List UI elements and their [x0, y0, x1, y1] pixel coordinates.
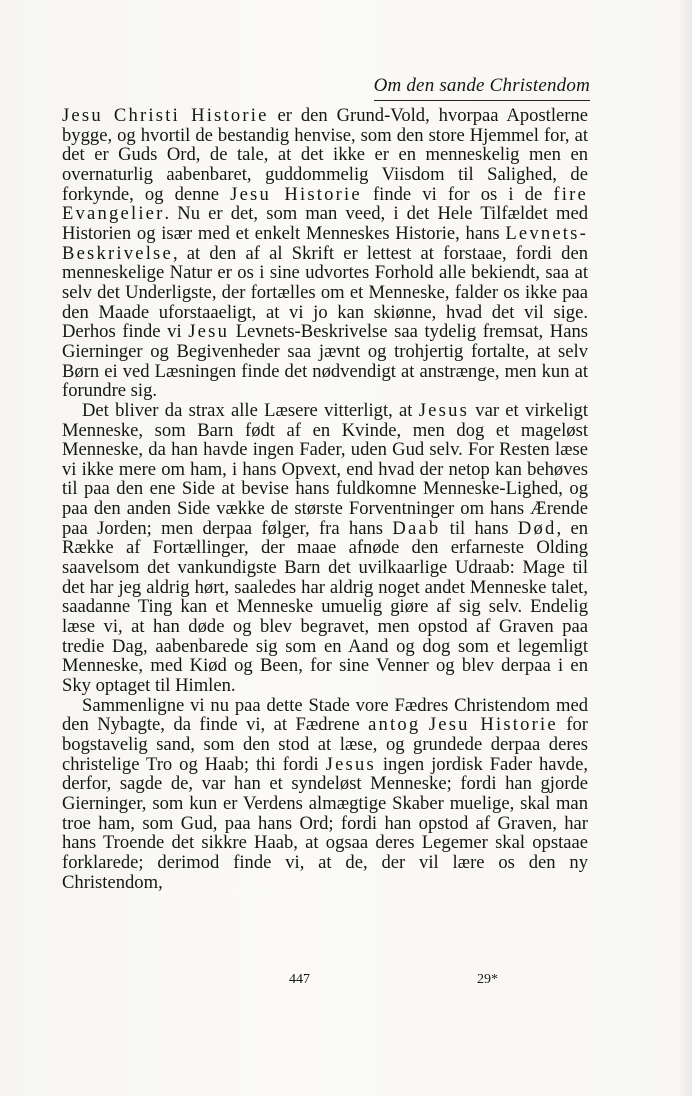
text-run: ingen jordisk Fader havde, derfor, sagde de, var han et syndeløst Menneske; fordi han gjorde Gierninger, som kun er Verdens almægtige Skaber muelige, skal man troe ham, som Gud, paa hans Ord; fordi han opstod af Graven, har hans Troende det sikkre Haab, at ogsaa deres Legemer skal opstaae forklarede; derimod finde vi, at de, der vil lære os den ny Christendom,: [62, 753, 589, 893]
emphasis-spaced: Jesus: [325, 753, 376, 775]
emphasis-spaced: Levnets-Beskrivelse: [62, 222, 588, 264]
signature-mark: 29*: [477, 972, 498, 987]
page-edge-shadow: [678, 0, 692, 1096]
text-run: , en Række af Fortællinger, der maae afnøde den erfarneste Olding saavelsom det vankundigste Barn det uvilkaarlige Udraab: Mage til det har jeg aldrig hørt, saaledes har aldrig noget andet Menneske talet, saadanne Ting kan et Menneske umuelig giøre af sig selv. Endelig læse vi, at han døde og blev begravet, men opstod af Graven paa tredie Dag, aabenbarede sig som en Aand og dog som et legemligt Menneske, med Kiød og Been, for sine Venner og blev derpaa i en Sky optaget til Himlen.: [62, 517, 589, 697]
body-text: [62, 106, 588, 892]
text-run: er den Grund-Vold, hvorpaa Apostlerne bygge, og hvortil de bestandig henvise, som den store Hjemmel for, at det er Guds Ord, de tale, at det ikke er en menneskelig men en overnaturlig aabenbaret, guddommelig Viisdom til Salighed, de forkynde, og denne: [62, 105, 589, 205]
paragraph-2: [62, 401, 588, 696]
text-run: , at den af al Skrift er lettest at forstaae, fordi den menneskelige Natur er os i sine udvortes Forhold alle bekiendt, saa at selv det Underligste, der fortælles om et Menneske, falder os ikke paa den Maade uforstaaeligt, at vi jo kan skiønne, hvad det vil sige. Derhos finde vi: [62, 242, 588, 343]
emphasis-spaced: Daab: [392, 517, 441, 539]
text-run: Det bliver da strax alle Læsere vitterligt, at: [82, 399, 419, 421]
emphasis-spaced: Jesu: [188, 321, 230, 343]
text-run: [420, 714, 428, 735]
text-run: finde vi for os i de: [361, 183, 554, 205]
emphasis-spaced: Jesu Christi Historie: [62, 105, 269, 126]
page-number: 447: [289, 972, 310, 987]
emphasis-spaced: Jesu Historie: [230, 183, 362, 205]
emphasis-spaced: antog: [368, 714, 421, 736]
text-run: Sammenligne vi nu paa dette Stade vore Fædres Christendom med den Nybagte, da finde vi, at Fædrene: [62, 694, 588, 736]
running-head: Om den sande Christendom: [374, 75, 590, 101]
emphasis-spaced: Død: [517, 517, 557, 539]
paragraph-1: [62, 106, 588, 401]
text-run: for bogstavelig sand, som den stod at læse, og grundede derpaa deres christelige Tro og Haab; thi fordi: [62, 714, 588, 775]
emphasis-spaced: Jesu Historie: [428, 714, 558, 736]
text-run: var et virkeligt Menneske, som Barn født af en Kvinde, men dog et mageløst Menneske, da han havde ingen Fader, uden Gud selv. For Resten læse vi ikke mere om ham, i hans Opvext, end hvad der netop kan behøves til paa den ene Side at bevise hans fuldkomne Menneske-Lighed, og paa den anden Side vække de største Forventninger om hans Ærende paa Jorden; men derpaa følger, fra hans: [62, 399, 588, 539]
text-run: til hans: [440, 517, 518, 539]
text-run: . Nu er det, som man veed, i det Hele Tilfældet med Historien og især med et enkelt Menneskes Historie, hans: [62, 203, 588, 244]
paragraph-3: [62, 696, 588, 893]
text-run: Levnets-Beskrivelse saa tydelig fremsat, Hans Gierninger og Begivenheder saa jævnt og trohjertig fortalte, at selv Børn ei ved Læsningen finde det nødvendigt at anstrænge, men kun at forundre sig.: [62, 321, 588, 402]
emphasis-spaced: Jesus: [418, 399, 470, 421]
emphasis-spaced: fire Evangelier: [62, 183, 588, 225]
